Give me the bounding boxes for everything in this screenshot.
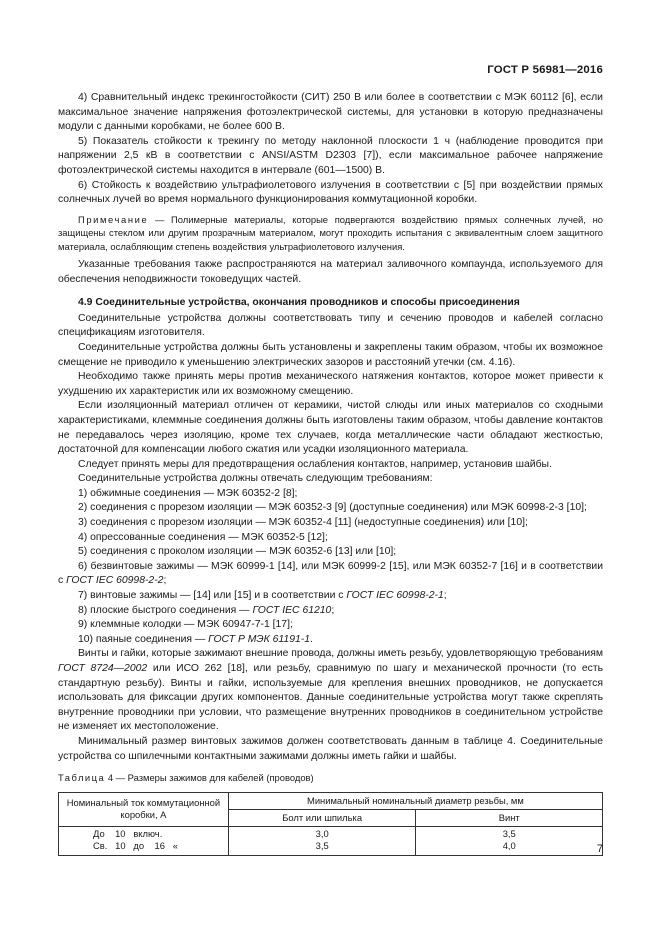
requirement-item-4: 4) Сравнительный индекс трекингостойкости (СИТ) 250 В или более в соответствии с МЭК 60112 [6], если максимальное значение напряжения фотоэлектрической системы, для установки в которую предназначены модули с данными коробками, не более 600 В.	[58, 92, 603, 133]
section-paragraph: Необходимо также принять меры против механического натяжения контактов, которое может привести к ухудшению их характеристик или их возможному смещению.	[58, 371, 603, 397]
requirement-item-6: 6) Стойкость к воздействию ультрафиолетового излучения в соответствии с [5] при воздействии прямых солнечных лучей во время нормального функционирования коммутационной коробки.	[58, 179, 603, 206]
current-range: Св. 10 до 16 «	[93, 839, 178, 851]
document-header: ГОСТ Р 56981—2016	[487, 64, 603, 76]
screw-diameter: 3,5	[502, 827, 516, 839]
section-paragraph: Соединительные устройства должны быть установлены и закреплены таким образом, чтобы их возможное смещение не приводило к уменьшению электрических зазоров и расстояний утечки (см. 4.16).	[58, 341, 603, 368]
current-range: До 10 включ.	[93, 827, 163, 839]
list-item	[58, 633, 603, 648]
list-item: 1) обжимные соединения — МЭК 60352-2 [8];	[78, 487, 298, 499]
bolt-diameter: 3,5	[315, 839, 329, 851]
list-item: 4) опрессованные соединения — МЭК 60352-5 [12];	[78, 531, 328, 543]
compound-paragraph: Указанные требования также распространяются на материал заливочного компаунда, используемого для обеспечения неподвижности токоведущих частей.	[58, 258, 603, 285]
list-item-text: 10) паяные соединения —	[78, 633, 209, 645]
paragraph-text: Винты и гайки, которые зажимают внешние провода, должны иметь резьбу, удовлетворяющую требованиям	[78, 648, 603, 660]
section-paragraph: Минимальный размер винтовых зажимов должен соответствовать данным в таблице 4. Соединительные устройства со шпилечными контактными зажимами должны иметь гайки и шайбы.	[58, 735, 603, 762]
section-paragraph	[58, 647, 603, 735]
header-screw: Винт	[416, 809, 603, 826]
list-item: 5) соединения с проколом изоляции — МЭК 60352-6 [13] или [10];	[78, 546, 397, 558]
standard-reference: ГОСТ IEC 60998-2-2	[66, 575, 164, 587]
table-caption-text: 4 — Размеры зажимов для кабелей (проводов)	[105, 772, 314, 784]
list-item	[58, 560, 603, 589]
requirement-item-5: 5) Показатель стойкости к трекингу по методу наклонной плоскости 1 ч (наблюдение проводится при напряжении 2,5 кВ в соответствии с ANSI/ASTM D2303 [7]), если максимальное рабочее напряжение фотоэлектрической системы находится в интервале (601—1500) В.	[58, 135, 603, 176]
terminal-size-table	[58, 792, 603, 856]
list-item-text: ;	[163, 575, 167, 587]
list-item-text: 6) безвинтовые зажимы — МЭК 60999-1 [14], или МЭК 60999-2 [15], или МЭК 60352-7 [16] и в соответствии с	[58, 560, 603, 587]
section-paragraph: Следует принять меры для предотвращения ослабления контактов, например, установив шайбы.	[78, 458, 552, 470]
section-paragraph: Соединительные устройства должны отвечать следующим требованиям:	[78, 473, 433, 485]
bolt-cell	[228, 826, 416, 855]
list-item	[58, 589, 603, 604]
screw-cell	[416, 826, 603, 855]
current-range-cell	[59, 826, 229, 855]
table-row	[59, 826, 603, 855]
standard-reference: ГОСТ IEC 61210	[252, 604, 332, 616]
list-item-text: 8) плоские быстрого соединения —	[78, 604, 253, 616]
standard-reference: ГОСТ IEC 60998-2-1	[346, 590, 444, 602]
section-title: 4.9 Соединительные устройства, окончания проводников и способы присоединения	[78, 297, 520, 309]
list-item: 3) соединения с прорезом изоляции — МЭК 60352-4 [11] (недоступные соединения) или [10];	[78, 517, 528, 529]
list-item-text: 7) винтовые зажимы — [14] или [15] и в соответствии с	[78, 590, 347, 602]
page-number: 7	[596, 843, 603, 855]
list-item: 9) клеммные колодки — МЭК 60947-7-1 [17];	[78, 619, 293, 631]
screw-diameter: 4,0	[502, 839, 516, 851]
document-body	[58, 91, 603, 856]
bolt-diameter: 3,0	[315, 827, 329, 839]
standard-reference: ГОСТ 8724—2002	[58, 663, 148, 674]
note-label: Примечание	[78, 213, 149, 225]
table-caption-label: Таблица	[58, 772, 106, 784]
paragraph-text: или ИСО 262 [18], или резьбу, сравнимую по шагу и механической прочности (то есть стандартную резьбу). Винты и гайки, используемые для крепления внешних проводников, не допускается использовать для фиксации других компонентов. Данные соединительные устройства могут также скреплять внутренние проводники при условии, что размещение внутренних проводников в соединительном устройстве не изменяет их местоположение.	[58, 663, 603, 733]
section-paragraph: Соединительные устройства должны соответствовать типу и сечению проводов и кабелей согласно спецификациям изготовителя.	[58, 312, 603, 339]
list-item-text: ;	[443, 590, 447, 602]
list-item-text: ;	[331, 604, 335, 616]
section-paragraph: Если изоляционный материал отличен от керамики, чистой слюды или иных материалов со сходными характеристиками, клеммные соединения должны быть изготовлены таким образом, чтобы давление контактов не передавалось через изоляцию, кроме тех случаев, когда металлические части обладают жесткостью, достаточной для компенсации любого сжатия или усадки изоляционного материала.	[58, 400, 603, 456]
table-caption	[58, 771, 603, 786]
list-item-text: .	[310, 633, 313, 645]
header-bolt: Болт или шпилька	[228, 809, 416, 826]
note	[58, 213, 603, 253]
list-item: 2) соединения с прорезом изоляции — МЭК 60352-3 [9] (доступные соединения) или МЭК 60998-2-3 [10];	[78, 502, 587, 514]
note-text: — Полимерные материалы, которые подвергаются воздействию прямых солнечных лучей, но защищены стеклом или другим прозрачным материалом, могут проходить испытания с эквивалентным слоем защитного материала, ослабляющим степень воздействия ультрафиолетового излучения.	[58, 213, 603, 252]
list-item	[58, 604, 603, 619]
standard-reference: ГОСТ Р МЭК 61191-1	[208, 633, 311, 645]
header-thread-diameter: Минимальный номинальный диаметр резьбы, мм	[228, 792, 602, 809]
header-current: Номинальный ток коммутационной коробки, А	[59, 792, 229, 826]
